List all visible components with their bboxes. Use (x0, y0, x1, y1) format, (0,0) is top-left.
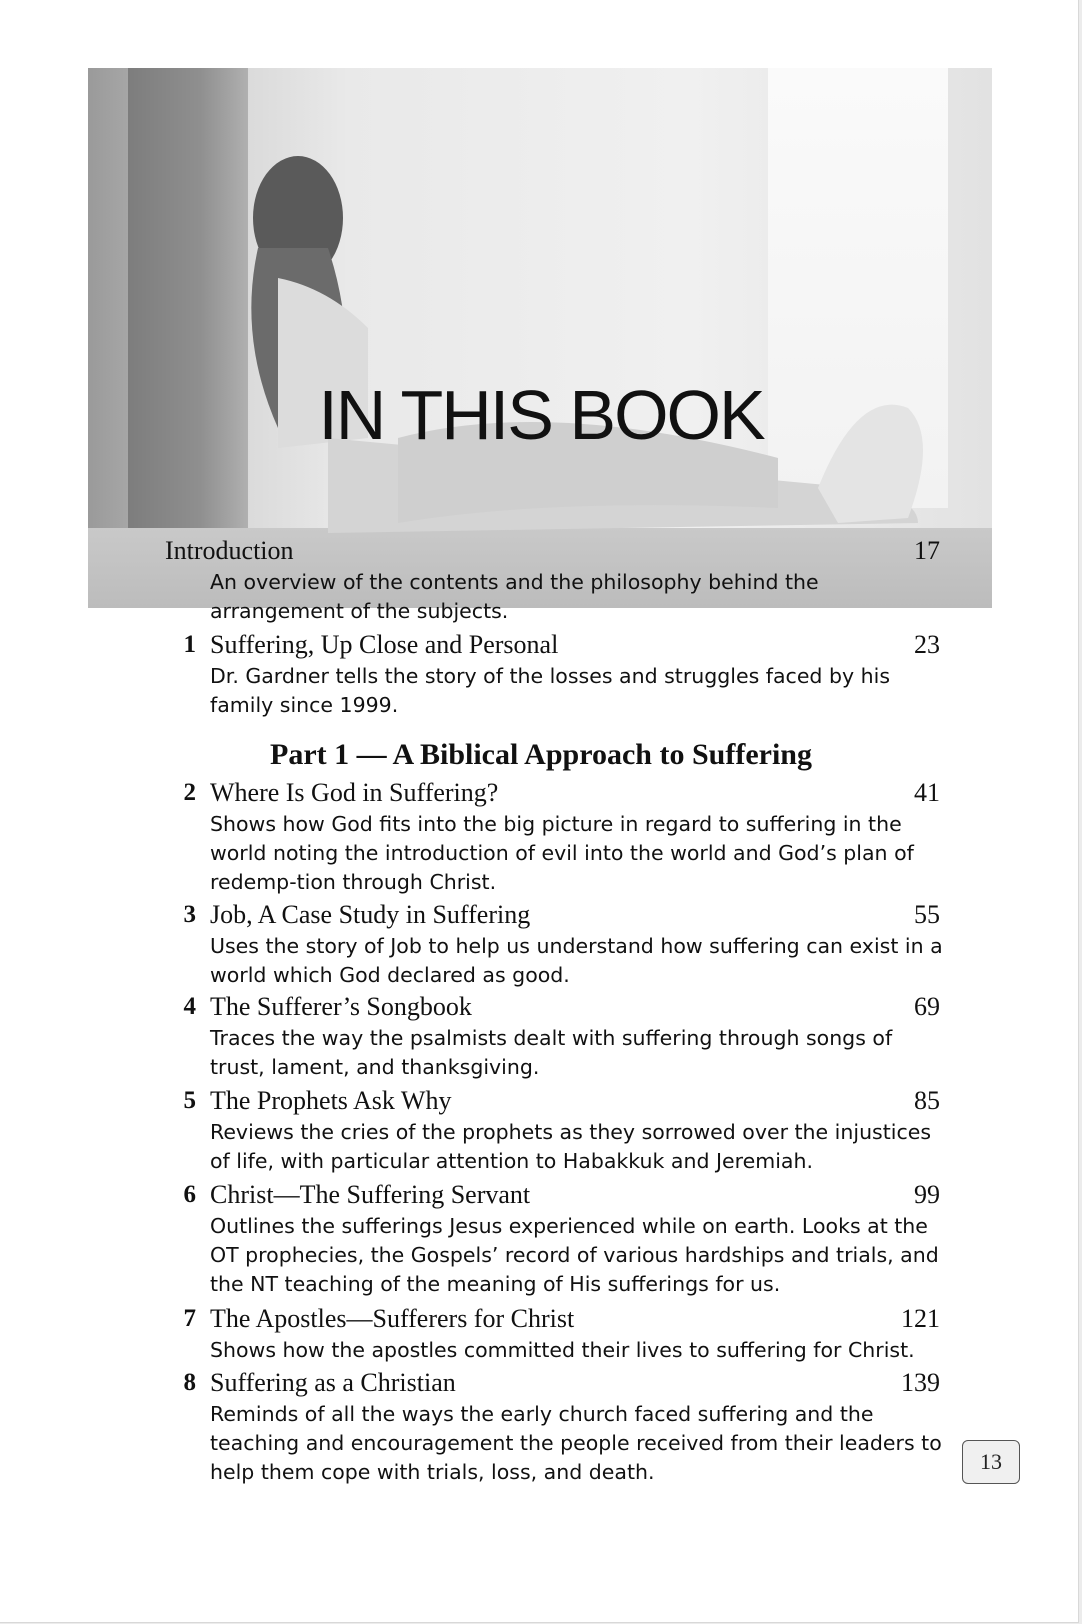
toc-entry-description: Outlines the sufferings Jesus experienced while on earth. Looks at the OT prophecies, the Gospels’ record of various hardships and trials, and the NT teaching of the meaning of His sufferings for us. (210, 1214, 939, 1296)
page-title: IN THIS BOOK (318, 376, 764, 454)
toc-entry-number: 5 (183, 1087, 196, 1114)
toc-entry-description: Traces the way the psalmists dealt with suffering through songs of trust, lament, and thanksgiving. (210, 1026, 893, 1079)
toc-entry-number: 1 (183, 631, 196, 658)
toc-entry-title: Suffering, Up Close and Personal (210, 630, 559, 659)
toc-entry-description: An overview of the contents and the philosophy behind the arrangement of the subjects. (210, 570, 819, 623)
toc-entry-page: 23 (914, 630, 940, 659)
hero-photo (88, 68, 992, 608)
toc-entry-title: Suffering as a Christian (210, 1368, 456, 1397)
toc-entry-page: 85 (914, 1086, 940, 1115)
toc-entry-number: 7 (183, 1305, 196, 1332)
toc-entry-description: Shows how God fits into the big picture in regard to suffering in the world noting the introduction of evil into the world and God’s plan of redemp-tion through Christ. (210, 812, 914, 894)
toc-entry-description: Shows how the apostles committed their lives to suffering for Christ. (210, 1338, 915, 1362)
toc-entry-title: Introduction (165, 536, 294, 565)
toc-entry-number: 6 (183, 1181, 196, 1208)
page-number-badge: 13 (962, 1440, 1020, 1484)
toc-entry-title: Where Is God in Suffering? (210, 778, 499, 807)
toc-entry-number: 3 (183, 901, 196, 928)
toc-entry-number: 4 (183, 993, 196, 1020)
toc-entry-title: The Sufferer’s Songbook (210, 992, 472, 1021)
toc-entry-title: The Prophets Ask Why (210, 1086, 452, 1115)
toc-entry-title: The Apostles—Sufferers for Christ (210, 1304, 575, 1333)
sitting-woman-figure (218, 138, 938, 558)
toc-entry-page: 121 (901, 1304, 940, 1333)
toc-entry-page: 69 (914, 992, 940, 1021)
toc-entry-description: Uses the story of Job to help us understand how suffering can exist in a world which God declared as good. (210, 934, 943, 987)
toc-entry-page: 99 (914, 1180, 940, 1209)
toc-entry-title: Job, A Case Study in Suffering (210, 900, 531, 929)
toc-entry-title: Christ—The Suffering Servant (210, 1180, 531, 1209)
toc-entry-number: 2 (183, 779, 196, 806)
toc-entry-page: 139 (901, 1368, 940, 1397)
toc-entry-number: 8 (183, 1369, 196, 1396)
toc-entry-page: 55 (914, 900, 940, 929)
toc-entry-description: Dr. Gardner tells the story of the losses and struggles faced by his family since 1999. (210, 664, 890, 717)
toc-entry-page: 41 (914, 778, 940, 807)
part-heading: Part 1 — A Biblical Approach to Suffering (270, 738, 812, 771)
toc-entry-page: 17 (914, 536, 940, 565)
toc-entry-description: Reviews the cries of the prophets as they sorrowed over the injustices of life, with particular attention to Habakkuk and Jeremiah. (210, 1120, 932, 1173)
toc-entry-description: Reminds of all the ways the early church faced suffering and the teaching and encouragement the people received from their leaders to help them cope with trials, loss, and death. (210, 1402, 942, 1484)
